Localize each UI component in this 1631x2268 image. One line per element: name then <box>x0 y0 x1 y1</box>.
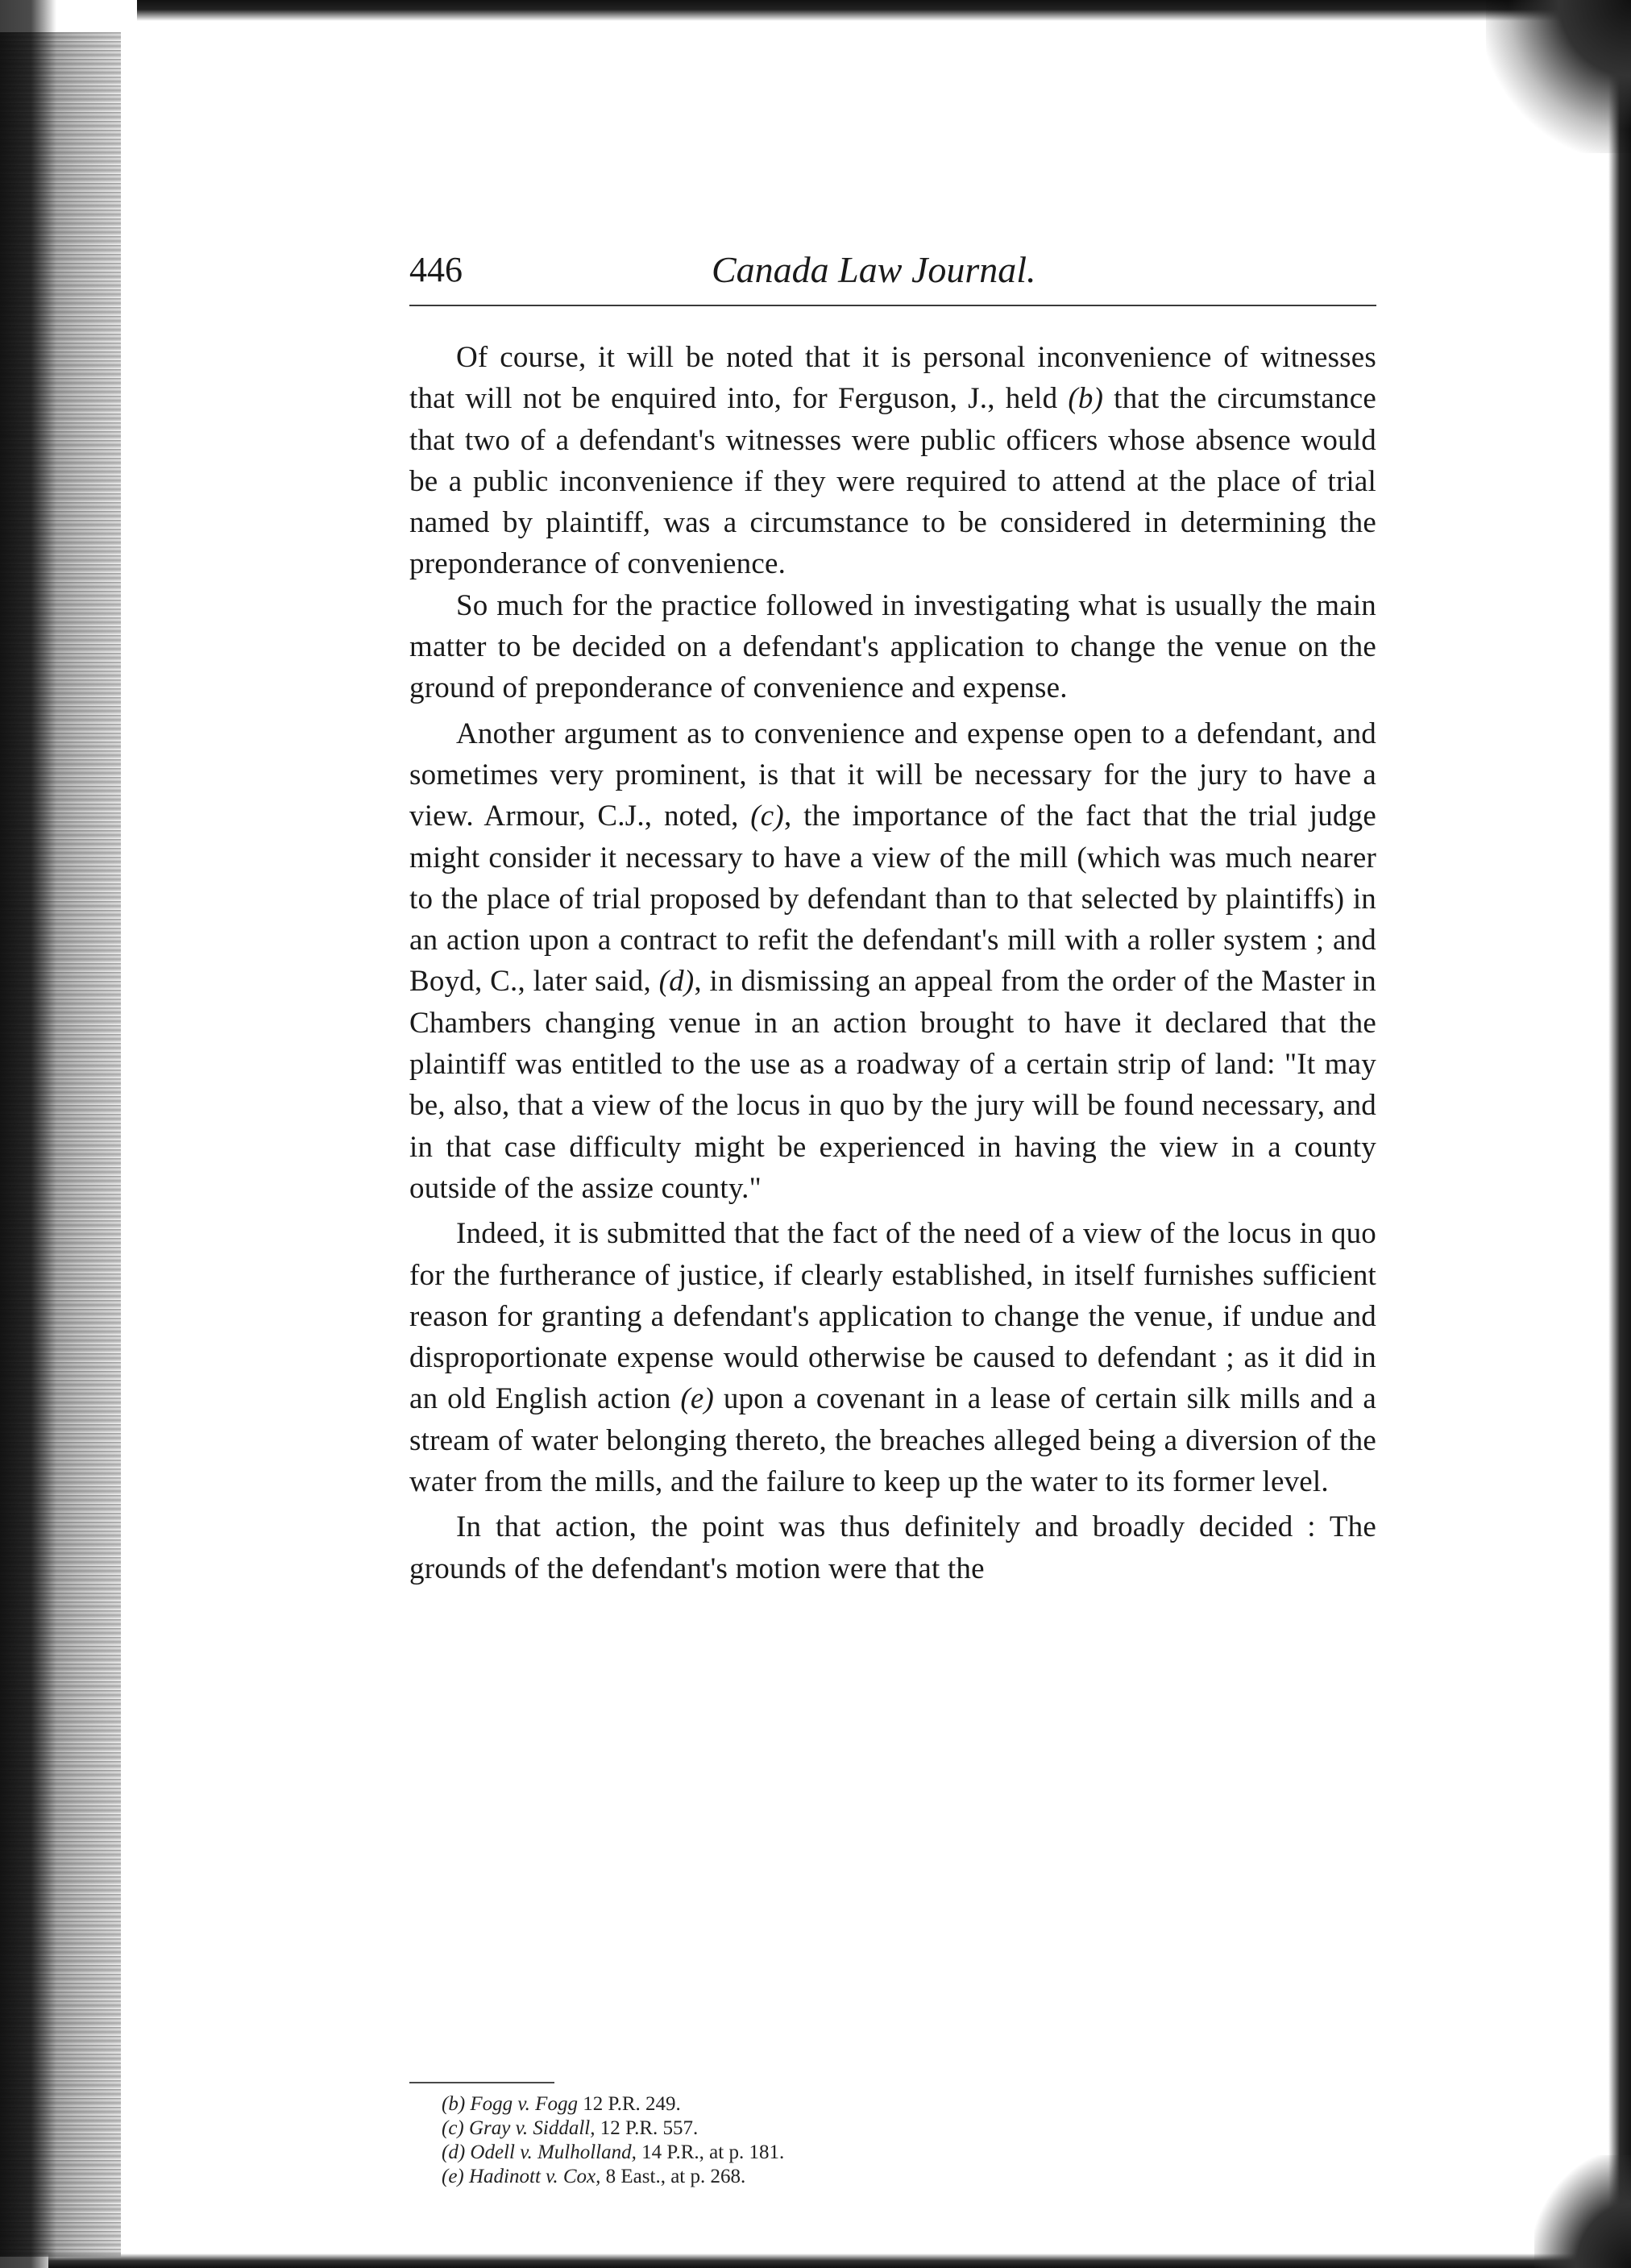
paragraph-4-text-cont: upon a covenant in a lease of certain silk mills and a stream of water belonging thereto, the breaches alleged being a diversion of the water from the mills, and the failure to keep up the water to its former level. <box>409 1382 1376 1499</box>
paragraph-1-text: Of course, it will be noted that it is personal inconvenience of witnesses that will not be enquired into, for Ferguson, J., held <box>409 341 1376 416</box>
paragraph-2: So much for the practice followed in investigating what is usually the main matter to be decided on a defendant's application to change the venue on the ground of preponderance of convenience and expense. <box>409 588 1376 705</box>
paragraph-1 <box>409 337 1376 585</box>
footnotes <box>442 2092 1167 2189</box>
footnote-mark: (e) <box>442 2166 464 2187</box>
paragraph-3-text-cont: , in dismissing an appeal from the order of the Master in Chambers changing venue in an action brought to have it declared that the plaintiff was entitled to the use as a roadway of a certain strip of land: "It may be, also, that a view of the locus in quo by the jury will be found necessary, and in that case difficulty might be experienced in having the view in a county outside of the assize county." <box>409 965 1376 1205</box>
footnote-ref-b: (b) <box>1068 382 1104 416</box>
footnote-d <box>442 2141 1167 2165</box>
footnote-e <box>442 2165 1167 2189</box>
footnote-citation: 14 P.R., at p. 181. <box>636 2141 785 2163</box>
page-number: 446 <box>409 250 463 289</box>
scan-shadow-right <box>1608 0 1631 2268</box>
paragraph-4-text: Indeed, it is submitted that the fact of the need of a view of the locus in quo for the furtherance of justice, if clearly established, in itself furnishes sufficient reason for granting a defendant's application to change the venue, if undue and disproportionate expense would otherwise be caused to defendant ; as it did in an old English action <box>409 1217 1376 1416</box>
scan-corner-bottom-right <box>1534 2155 1631 2268</box>
footnote-ref-e: (e) <box>680 1382 715 1416</box>
scan-shadow-left <box>0 32 121 2257</box>
document-page <box>409 242 1376 2187</box>
paragraph-1-text-cont: that the circumstance that two of a defendant's witnesses were public officers whose absence would be a public inconvenience if they were required to attend at the place of trial named by plaintiff, was a circumstance to be considered in determining the preponderance of convenience. <box>409 382 1376 581</box>
footnote-case: Fogg v. Fogg <box>470 2093 578 2115</box>
footnote-citation: 8 East., at p. 268. <box>600 2166 746 2187</box>
running-head <box>409 242 1376 298</box>
footnote-mark: (d) <box>442 2141 466 2163</box>
header-rule <box>409 305 1376 306</box>
footnote-case: Odell v. Mulholland, <box>470 2141 637 2163</box>
body-text <box>409 337 1376 1589</box>
scan-shadow-top <box>137 0 1631 21</box>
footnote-case: Gray v. Siddall, <box>469 2117 596 2139</box>
paragraph-4 <box>409 1213 1376 1502</box>
footnote-mark: (b) <box>442 2093 466 2115</box>
footnote-mark: (c) <box>442 2117 464 2139</box>
scan-corner-top-right <box>1486 0 1631 153</box>
paragraph-3-text: Another argument as to convenience and expense open to a defendant, and sometimes very prominent, is that it will be necessary for the jury to have a view. Armour, C.J., noted, <box>409 717 1376 833</box>
paragraph-3-text-mid: , the importance of the fact that the trial judge might consider it necessary to have a view of the mill (which was much nearer to the place of trial proposed by defendant than to that selected by plaintiffs) in an action upon a contract to refit the defendant's mill with a roller system ; and Boyd, C., later said, <box>409 800 1376 999</box>
paragraph-3 <box>409 713 1376 1210</box>
scan-shadow-bottom <box>48 2253 1631 2268</box>
footnote-case: Hadinott v. Cox, <box>469 2166 601 2187</box>
footnote-ref-c: (c) <box>750 800 784 833</box>
footnote-ref-d: (d) <box>658 965 695 999</box>
journal-title: Canada Law Journal. <box>712 249 1036 290</box>
footnote-rule <box>409 2082 554 2083</box>
footnote-b <box>442 2092 1167 2116</box>
footnote-citation: 12 P.R. 557. <box>595 2117 699 2139</box>
footnote-citation: 12 P.R. 249. <box>577 2093 681 2115</box>
footnote-c <box>442 2116 1167 2141</box>
paragraph-5: In that action, the point was thus definitely and broadly decided : The grounds of the defendant's motion were that the <box>409 1510 1376 1585</box>
